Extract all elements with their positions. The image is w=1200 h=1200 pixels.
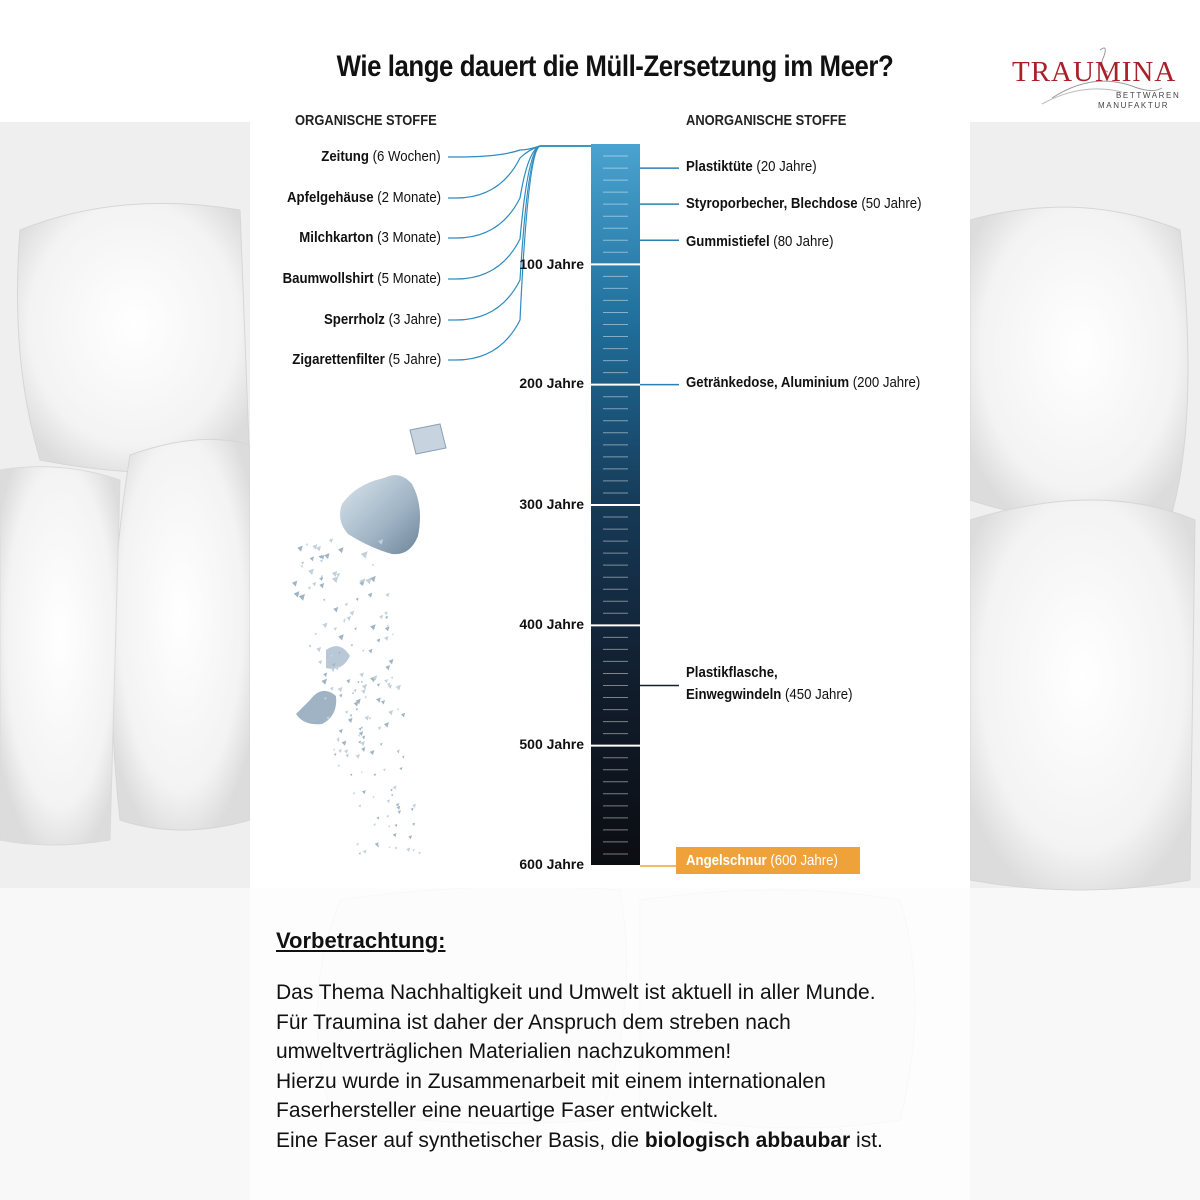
plastic-shard [385,593,389,597]
plastic-shard [337,764,339,767]
plastic-shard [373,773,376,776]
plastic-shard [300,565,303,568]
plastic-shard [356,708,358,711]
organic-item: Zeitung (6 Wochen) [321,148,441,165]
organic-item: Zigarettenfilter (5 Jahre) [292,351,441,368]
organic-connector [448,146,591,320]
plastic-shard [351,644,353,647]
inorganic-connectors [640,168,679,866]
plastic-shard [332,576,338,583]
plastic-shard [379,615,383,619]
plastic-shard [387,799,390,803]
plastic-shard [356,754,360,759]
plastic-shard [380,743,383,746]
organic-item: Milchkarton (3 Monate) [299,229,441,246]
plastic-shard [323,599,325,601]
plastic-shard [412,804,416,808]
plastic-shard [297,546,302,552]
plastic-shard [333,627,336,631]
plastic-shard [353,792,355,795]
plastic-shard [364,696,366,699]
plastic-shard [402,756,405,759]
plastic-shard [396,685,401,691]
plastic-shard [333,749,335,751]
plastic-shard [388,710,393,715]
preamble-line: Hierzu wurde in Zusammenarbeit mit einem internationalen [276,1069,826,1093]
plastic-shard [395,824,398,827]
plastic-shard [308,569,314,575]
scale-label: 300 Jahre [519,496,584,512]
plastic-shard [362,735,365,739]
plastic-shard [316,647,321,652]
plastic-shard [358,805,361,808]
plastic-shard [368,593,373,598]
plastic-shard [338,687,343,692]
plastic-shard [370,750,375,755]
plastic-shard [305,543,308,546]
plastic-shard [344,749,348,753]
timeline-bar [585,144,640,866]
plastic-shard [393,786,397,790]
plastic-shard [356,598,359,601]
plastic-shard [312,582,316,586]
logo-brand-text: TRAUMINA [1012,56,1177,88]
organic-item: Apfelgehäuse (2 Monate) [286,189,441,206]
plastic-shard [323,672,327,677]
inorganic-item: Plastikflasche, Einwegwindeln (450 Jahre) [686,664,853,703]
bottle-cap-icon [410,424,446,454]
plastic-shard [338,749,342,753]
plastic-shard [308,586,311,590]
plastic-shard [377,683,380,687]
preamble-line: Das Thema Nachhaltigkeit und Umwelt ist aktuell in aller Munde. [276,981,876,1004]
plastic-shard [418,852,421,855]
plastic-shard [361,551,368,559]
plastic-shard [397,806,401,810]
plastic-shard [332,571,338,577]
plastic-shard [318,660,322,664]
plastic-shard [370,624,376,630]
inorganic-header: ANORGANISCHE STOFFE [686,112,847,129]
plastic-shard [348,718,353,723]
plastic-shard [352,692,354,694]
plastic-shard [321,679,327,685]
plastic-shard [385,665,390,670]
preamble-section [276,928,976,1155]
plastic-shard [362,790,366,794]
plastic-shard [376,638,380,642]
plastic-shard [334,753,337,756]
plastic-shard [385,616,388,619]
plastic-shard [408,835,412,839]
plastic-shard [384,679,388,683]
organic-item: Baumwollshirt (5 Monate) [282,270,441,287]
plastic-shard [411,808,414,811]
plastic-shard [319,555,323,559]
plastic-shard [350,774,352,777]
plastic-shard [387,625,389,627]
plastic-shard [394,847,397,850]
plastic-shard [361,747,365,752]
plastic-shard [361,681,363,683]
plastic-shard [338,634,344,640]
plastic-shard [299,594,305,601]
plastic-shard [322,622,327,628]
inorganic-item: Getränkedose, Aluminium (200 Jahre) [686,374,921,391]
scale-label: 100 Jahre [519,256,584,272]
plastic-shard [345,754,349,758]
plastic-shard [406,848,410,852]
plastic-shard [361,771,363,773]
plastic-shard [347,616,351,621]
plastic-shard [353,689,356,693]
organic-item: Sperrholz (3 Jahre) [323,311,441,328]
bottle-illustration [292,424,446,855]
plastic-shard [345,711,348,714]
plastic-shard [376,697,381,702]
inorganic-item: Gummistiefel (80 Jahre) [686,233,834,250]
plastic-shard [312,544,317,550]
scale-label: 500 Jahre [519,736,584,752]
plastic-shard [310,556,314,561]
plastic-shard [342,741,347,746]
angelschnur-highlight: Angelschnur (600 Jahre) [676,847,860,874]
plastic-shard [392,633,394,635]
plastic-shard [319,577,323,581]
plastic-shard [329,538,333,543]
logo-subtitle-1: BETTWAREN [1116,91,1181,100]
plastic-shard [383,768,386,771]
plastic-shard [292,581,297,587]
plastic-shard [389,659,394,664]
preamble-line: Für Traumina ist daher der Anspruch dem streben nach [276,1010,791,1034]
plastic-shard [301,562,303,565]
plastic-shard [391,794,393,796]
inorganic-item: Plastiktüte (20 Jahre) [686,158,817,175]
plastic-shard [359,672,364,677]
plastic-shard [369,717,371,720]
plastic-shard [388,846,390,848]
organic-connector [448,146,591,198]
plastic-shard [370,576,376,582]
plastic-shard [338,547,343,553]
scale-label: 200 Jahre [519,375,584,391]
plastic-shard [372,796,374,798]
organic-connector [448,146,591,157]
plastic-shard [330,687,334,691]
plastic-shard [362,684,367,690]
scale-label: 600 Jahre [519,856,584,872]
plastic-shard [358,734,360,737]
organic-connectors [448,146,591,360]
plastic-shard [356,843,359,846]
plastic-shard [397,708,399,711]
plastic-shard [316,546,321,551]
plastic-shard [372,564,374,567]
plastic-shard [401,713,405,718]
plastic-shard [378,726,382,730]
plastic-shard [359,852,361,854]
biodegradable-emphasis: biologisch abbaubar [644,1128,851,1152]
page-title: Wie lange dauert die Müll-Zersetzung im Meer? [336,50,894,83]
preamble-line: Faserhersteller eine neuartige Faser entwickelt. [276,1099,719,1122]
plastic-shard [364,716,369,721]
plastic-shard [354,627,357,630]
plastic-shard [384,722,389,727]
preamble-line-last: Eine Faser auf synthetischer Basis, die biologisch abbaubar ist. [276,1128,883,1152]
plastic-shard [399,767,402,770]
scale-label: 400 Jahre [519,616,584,632]
plastic-shard [368,649,372,654]
plastic-shard [397,810,400,814]
organic-header: ORGANISCHE STOFFE [295,112,437,129]
plastic-shard [386,815,389,818]
plastic-shard [319,583,324,588]
plastic-shard [350,714,353,717]
plastic-shard [412,849,414,852]
plastic-shard [359,727,362,730]
plastic-shard [346,679,350,683]
plastic-shard [360,741,365,746]
plastic-shard [396,803,399,807]
logo-subtitle-2: MANUFAKTUR [1098,101,1170,110]
plastic-shard [339,729,343,734]
plastic-shard [388,825,390,827]
organic-connector [448,146,591,360]
plastic-shard [391,676,394,679]
plastic-shard [381,700,385,704]
plastic-shard [354,701,359,706]
plastic-shard [384,636,388,641]
plastic-shard [350,611,355,616]
plastic-shard [345,603,348,607]
plastic-shard [390,789,393,792]
plastic-shard [384,611,388,615]
preamble-line: umweltverträglichen Materialien nachzukommen! [276,1040,732,1063]
plastic-shard [314,633,316,636]
plastic-shard [362,649,364,652]
plastic-shard [320,559,323,562]
plastic-shard [385,626,390,631]
preamble-heading: Vorbetrachtung: [276,928,446,953]
plastic-shard [373,823,376,826]
plastic-shard [376,816,379,819]
plastic-shard [339,694,342,698]
plastic-shard [358,741,361,744]
plastic-shard [361,689,365,694]
plastic-shard [363,850,367,854]
plastic-shard [333,607,338,612]
plastic-shard [324,553,329,559]
bottle-shards [292,538,421,854]
plastic-shard [393,833,397,837]
bottle-fragment-icon [326,646,350,669]
plastic-shard [309,645,311,647]
bottle-fragment-icon [296,691,336,724]
plastic-shard [412,823,415,826]
inorganic-item: Styroporbecher, Blechdose (50 Jahre) [686,195,922,212]
plastic-shard [357,681,359,684]
